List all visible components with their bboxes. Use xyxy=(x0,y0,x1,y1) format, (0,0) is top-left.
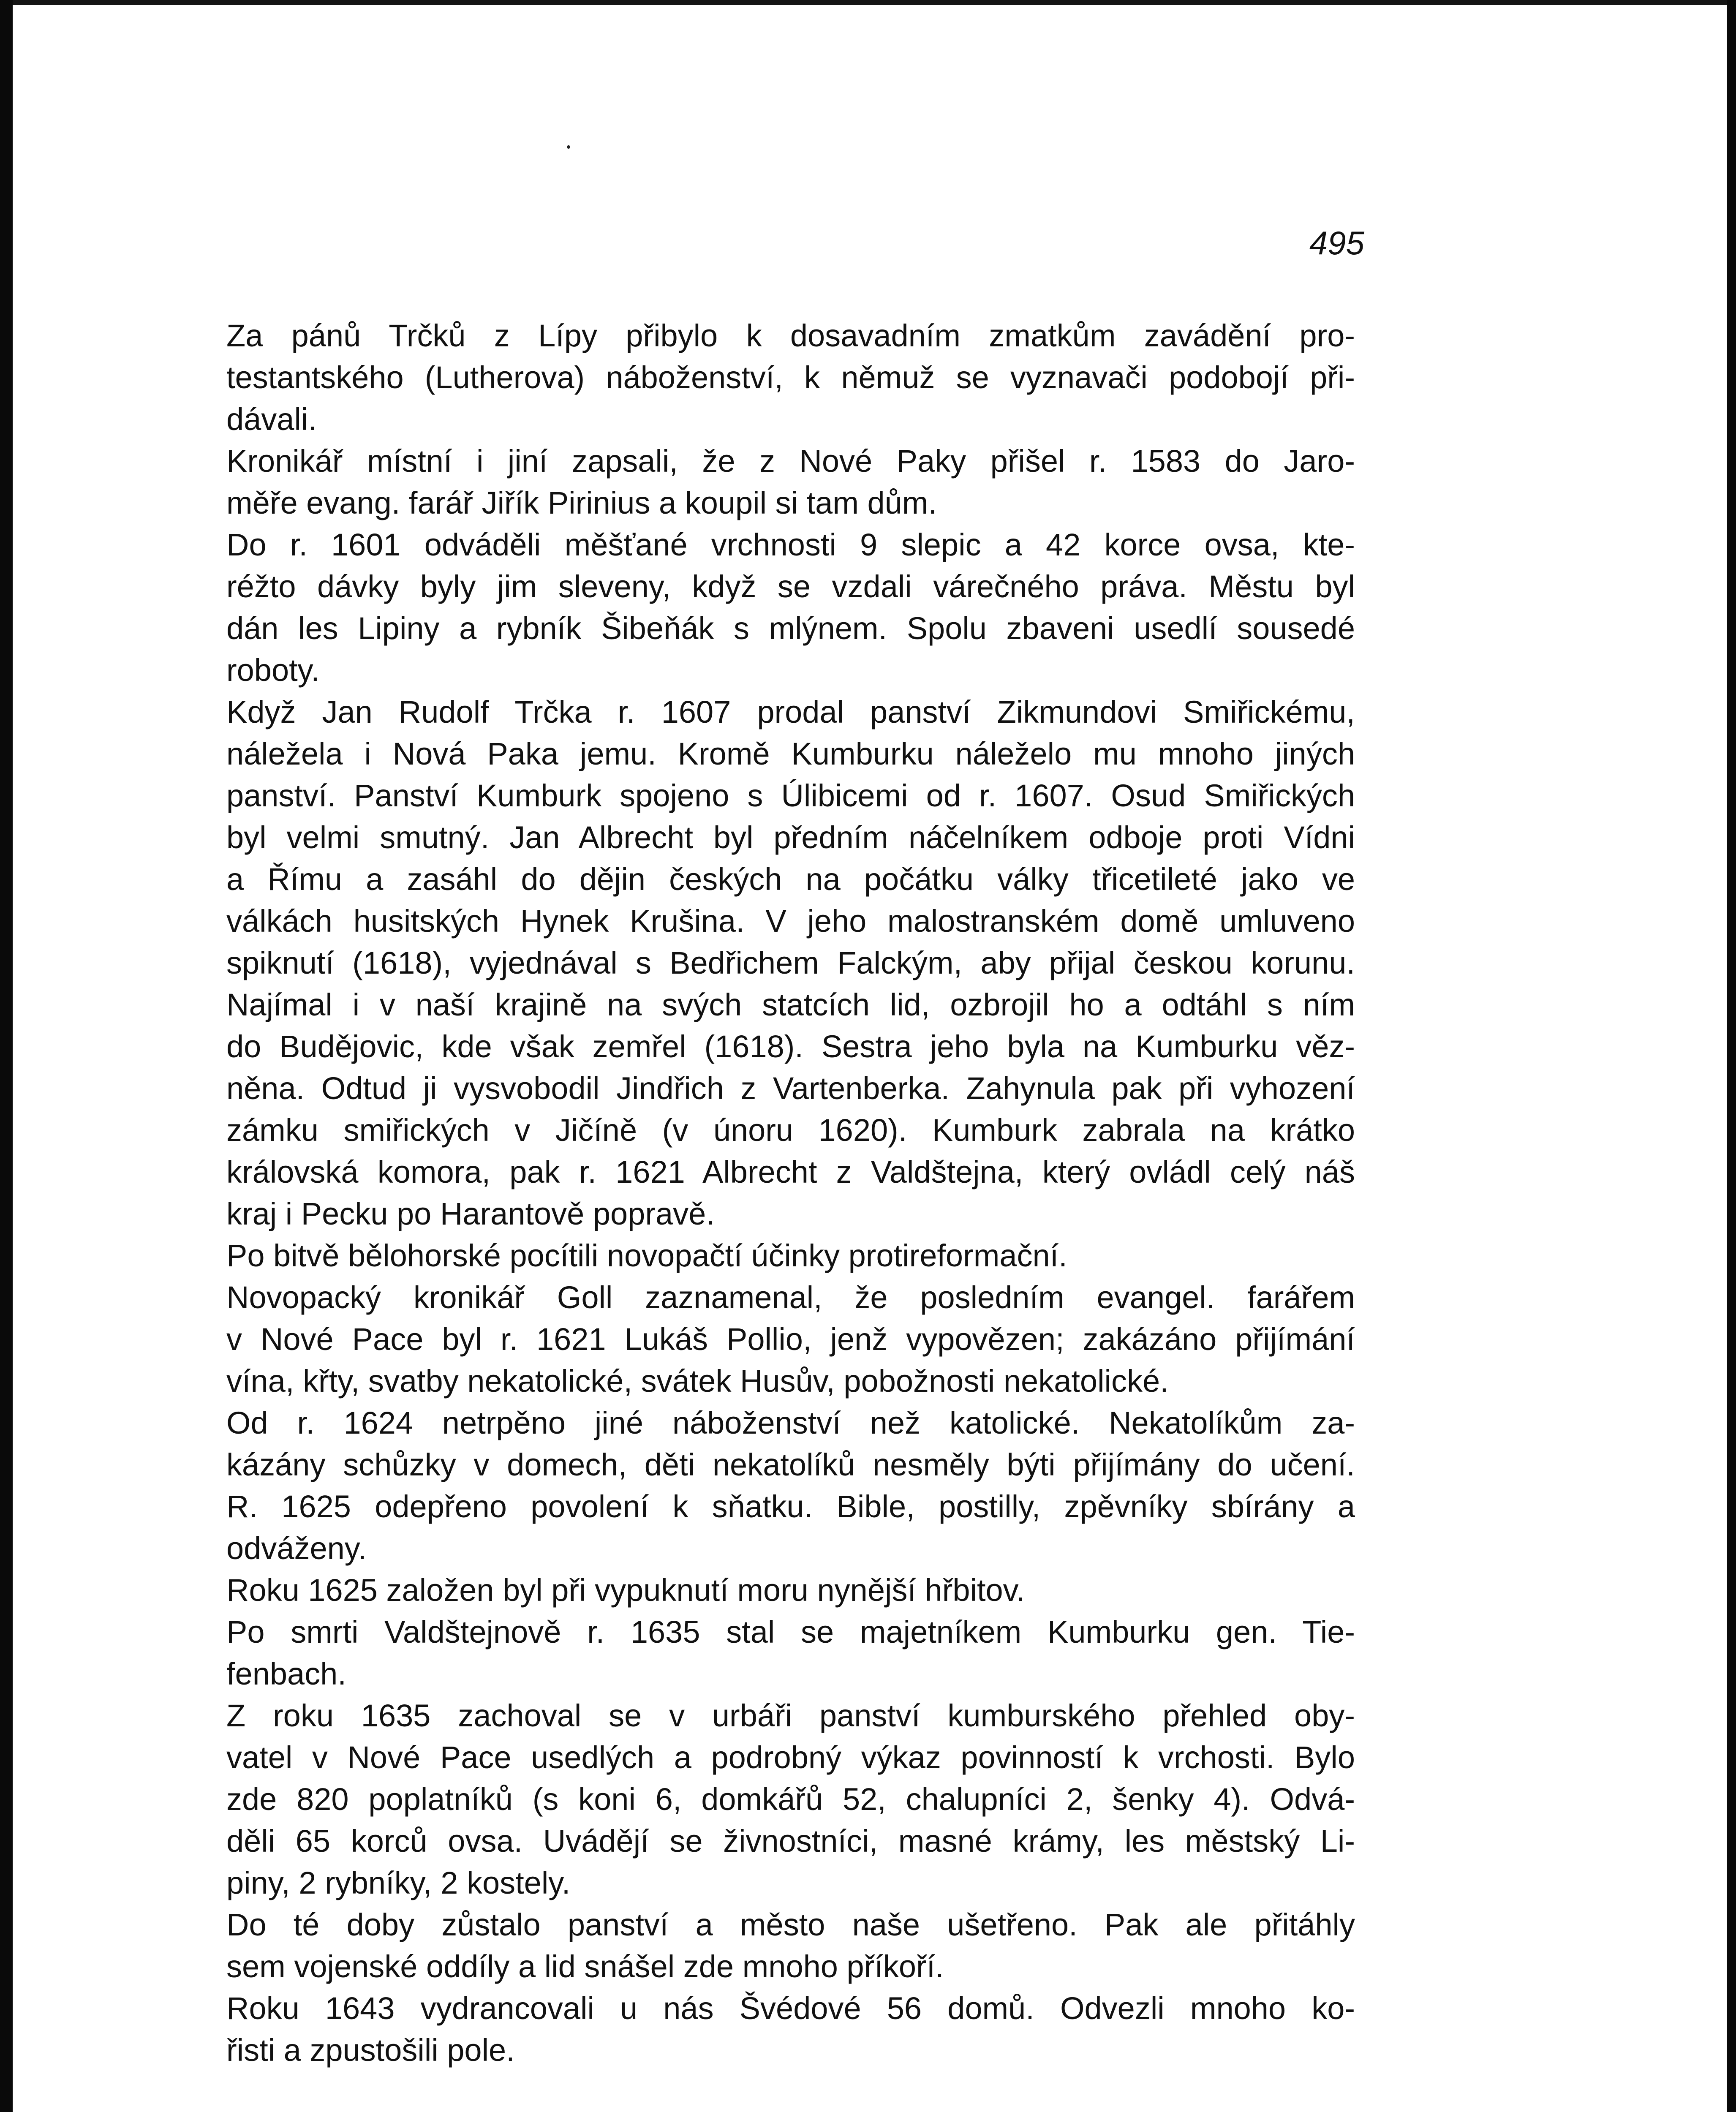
text-line: piny, 2 rybníky, 2 kostely. xyxy=(226,1865,571,1900)
text-line: byl velmi smutný. Jan Albrecht byl předním náčelníkem odboje proti Vídni xyxy=(226,820,1355,855)
text-line: něna. Odtud ji vysvobodil Jindřich z Vartenberka. Zahynula pak při vyhození xyxy=(226,1071,1355,1106)
paragraph xyxy=(226,315,1355,440)
text-line: réžto dávky byly jim sleveny, když se vzdali várečného práva. Městu byl xyxy=(226,569,1355,604)
paragraph xyxy=(226,1276,1355,1402)
text-line: Od r. 1624 netrpěno jiné náboženství než katolické. Nekatolíkům za- xyxy=(226,1405,1355,1440)
text-line: měře evang. farář Jiřík Pirinius a koupil si tam dům. xyxy=(226,485,937,520)
text-line: kraj i Pecku po Harantově popravě. xyxy=(226,1196,715,1231)
text-line: vína, křty, svatby nekatolické, svátek Husův, pobožnosti nekatolické. xyxy=(226,1364,1169,1399)
paragraph xyxy=(226,691,1355,1235)
text-line: spiknutí (1618), vyjednával s Bedřichem Falckým, aby přijal českou korunu. xyxy=(226,945,1355,980)
text-line: Do r. 1601 odváděli měšťané vrchnosti 9 slepic a 42 korce ovsa, kte- xyxy=(226,527,1355,562)
scan-border-top xyxy=(0,0,1736,5)
body-text xyxy=(226,315,1355,2071)
paragraph xyxy=(226,1695,1355,1904)
ink-speck xyxy=(567,145,570,149)
text-line: testantského (Lutherova) náboženství, k němuž se vyznavači podobojí při- xyxy=(226,360,1355,395)
text-line: královská komora, pak r. 1621 Albrecht z Valdštejna, který ovládl celý náš xyxy=(226,1154,1355,1189)
paragraph xyxy=(226,1987,1355,2071)
text-line: roboty. xyxy=(226,653,320,688)
text-line: dávali. xyxy=(226,402,317,437)
text-line: panství. Panství Kumburk spojeno s Úlibicemi od r. 1607. Osud Smiřických xyxy=(226,778,1355,813)
paragraph xyxy=(226,1402,1355,1569)
text-line: v Nové Pace byl r. 1621 Lukáš Pollio, jenž vypovězen; zakázáno přijímání xyxy=(226,1322,1355,1357)
text-line: náležela i Nová Paka jemu. Kromě Kumburku náleželo mu mnoho jiných xyxy=(226,736,1355,771)
paragraph xyxy=(226,1569,1355,1611)
text-line: Roku 1643 vydrancovali u nás Švédové 56 domů. Odvezli mnoho ko- xyxy=(226,1991,1355,2026)
text-line: R. 1625 odepřeno povolení k sňatku. Bible, postilly, zpěvníky sbírány a xyxy=(226,1489,1355,1524)
paragraph xyxy=(226,524,1355,691)
text-line: Z roku 1635 zachoval se v urbáři panství kumburského přehled oby- xyxy=(226,1698,1355,1733)
text-line: řisti a zpustošili pole. xyxy=(226,2033,515,2068)
text-line: vatel v Nové Pace usedlých a podrobný výkaz povinností k vrchosti. Bylo xyxy=(226,1740,1355,1775)
text-line: Do té doby zůstalo panství a město naše ušetřeno. Pak ale přitáhly xyxy=(226,1907,1355,1942)
text-line: odváženy. xyxy=(226,1531,367,1566)
text-line: do Budějovic, kde však zemřel (1618). Sestra jeho byla na Kumburku věz- xyxy=(226,1029,1355,1064)
text-line: dán les Lipiny a rybník Šibeňák s mlýnem. Spolu zbaveni usedlí sousedé xyxy=(226,611,1355,646)
text-line: Po bitvě bělohorské pocítili novopačtí účinky protireformační. xyxy=(226,1238,1067,1273)
scan-border-left xyxy=(0,0,13,2112)
text-line: Najímal i v naší krajině na svých statcích lid, ozbrojil ho a odtáhl s ním xyxy=(226,987,1355,1022)
text-line: Kronikář místní i jiní zapsali, že z Nové Paky přišel r. 1583 do Jaro- xyxy=(226,444,1355,479)
text-line: Novopacký kronikář Goll zaznamenal, že posledním evangel. farářem xyxy=(226,1280,1355,1315)
text-line: zde 820 poplatníků (s koni 6, domkářů 52, chalupníci 2, šenky 4). Odvá- xyxy=(226,1782,1355,1817)
paragraph xyxy=(226,1611,1355,1695)
text-line: Roku 1625 založen byl při vypuknutí moru nynější hřbitov. xyxy=(226,1573,1025,1608)
text-line: kázány schůzky v domech, děti nekatolíků nesměly býti přijímány do učení. xyxy=(226,1447,1355,1482)
text-line: Po smrti Valdštejnově r. 1635 stal se majetníkem Kumburku gen. Tie- xyxy=(226,1614,1355,1649)
text-line: Když Jan Rudolf Trčka r. 1607 prodal panství Zikmundovi Smiřickému, xyxy=(226,694,1355,729)
paragraph xyxy=(226,440,1355,524)
page-number: 495 xyxy=(1309,224,1364,261)
text-line: děli 65 korců ovsa. Uvádějí se živnostníci, masné krámy, les městský Li- xyxy=(226,1824,1355,1859)
paragraph xyxy=(226,1235,1355,1276)
text-line: a Římu a zasáhl do dějin českých na počátku války třicetileté jako ve xyxy=(226,862,1355,897)
text-line: zámku smiřických v Jičíně (v únoru 1620). Kumburk zabrala na krátko xyxy=(226,1113,1355,1148)
text-line: Za pánů Trčků z Lípy přibylo k dosavadním zmatkům zavádění pro- xyxy=(226,318,1355,353)
text-line: sem vojenské oddíly a lid snášel zde mnoho příkoří. xyxy=(226,1949,944,1984)
paragraph xyxy=(226,1904,1355,1987)
scan-border-right xyxy=(1727,0,1736,2112)
text-line: válkách husitských Hynek Krušina. V jeho malostranském domě umluveno xyxy=(226,904,1355,939)
text-line: fenbach. xyxy=(226,1656,346,1691)
